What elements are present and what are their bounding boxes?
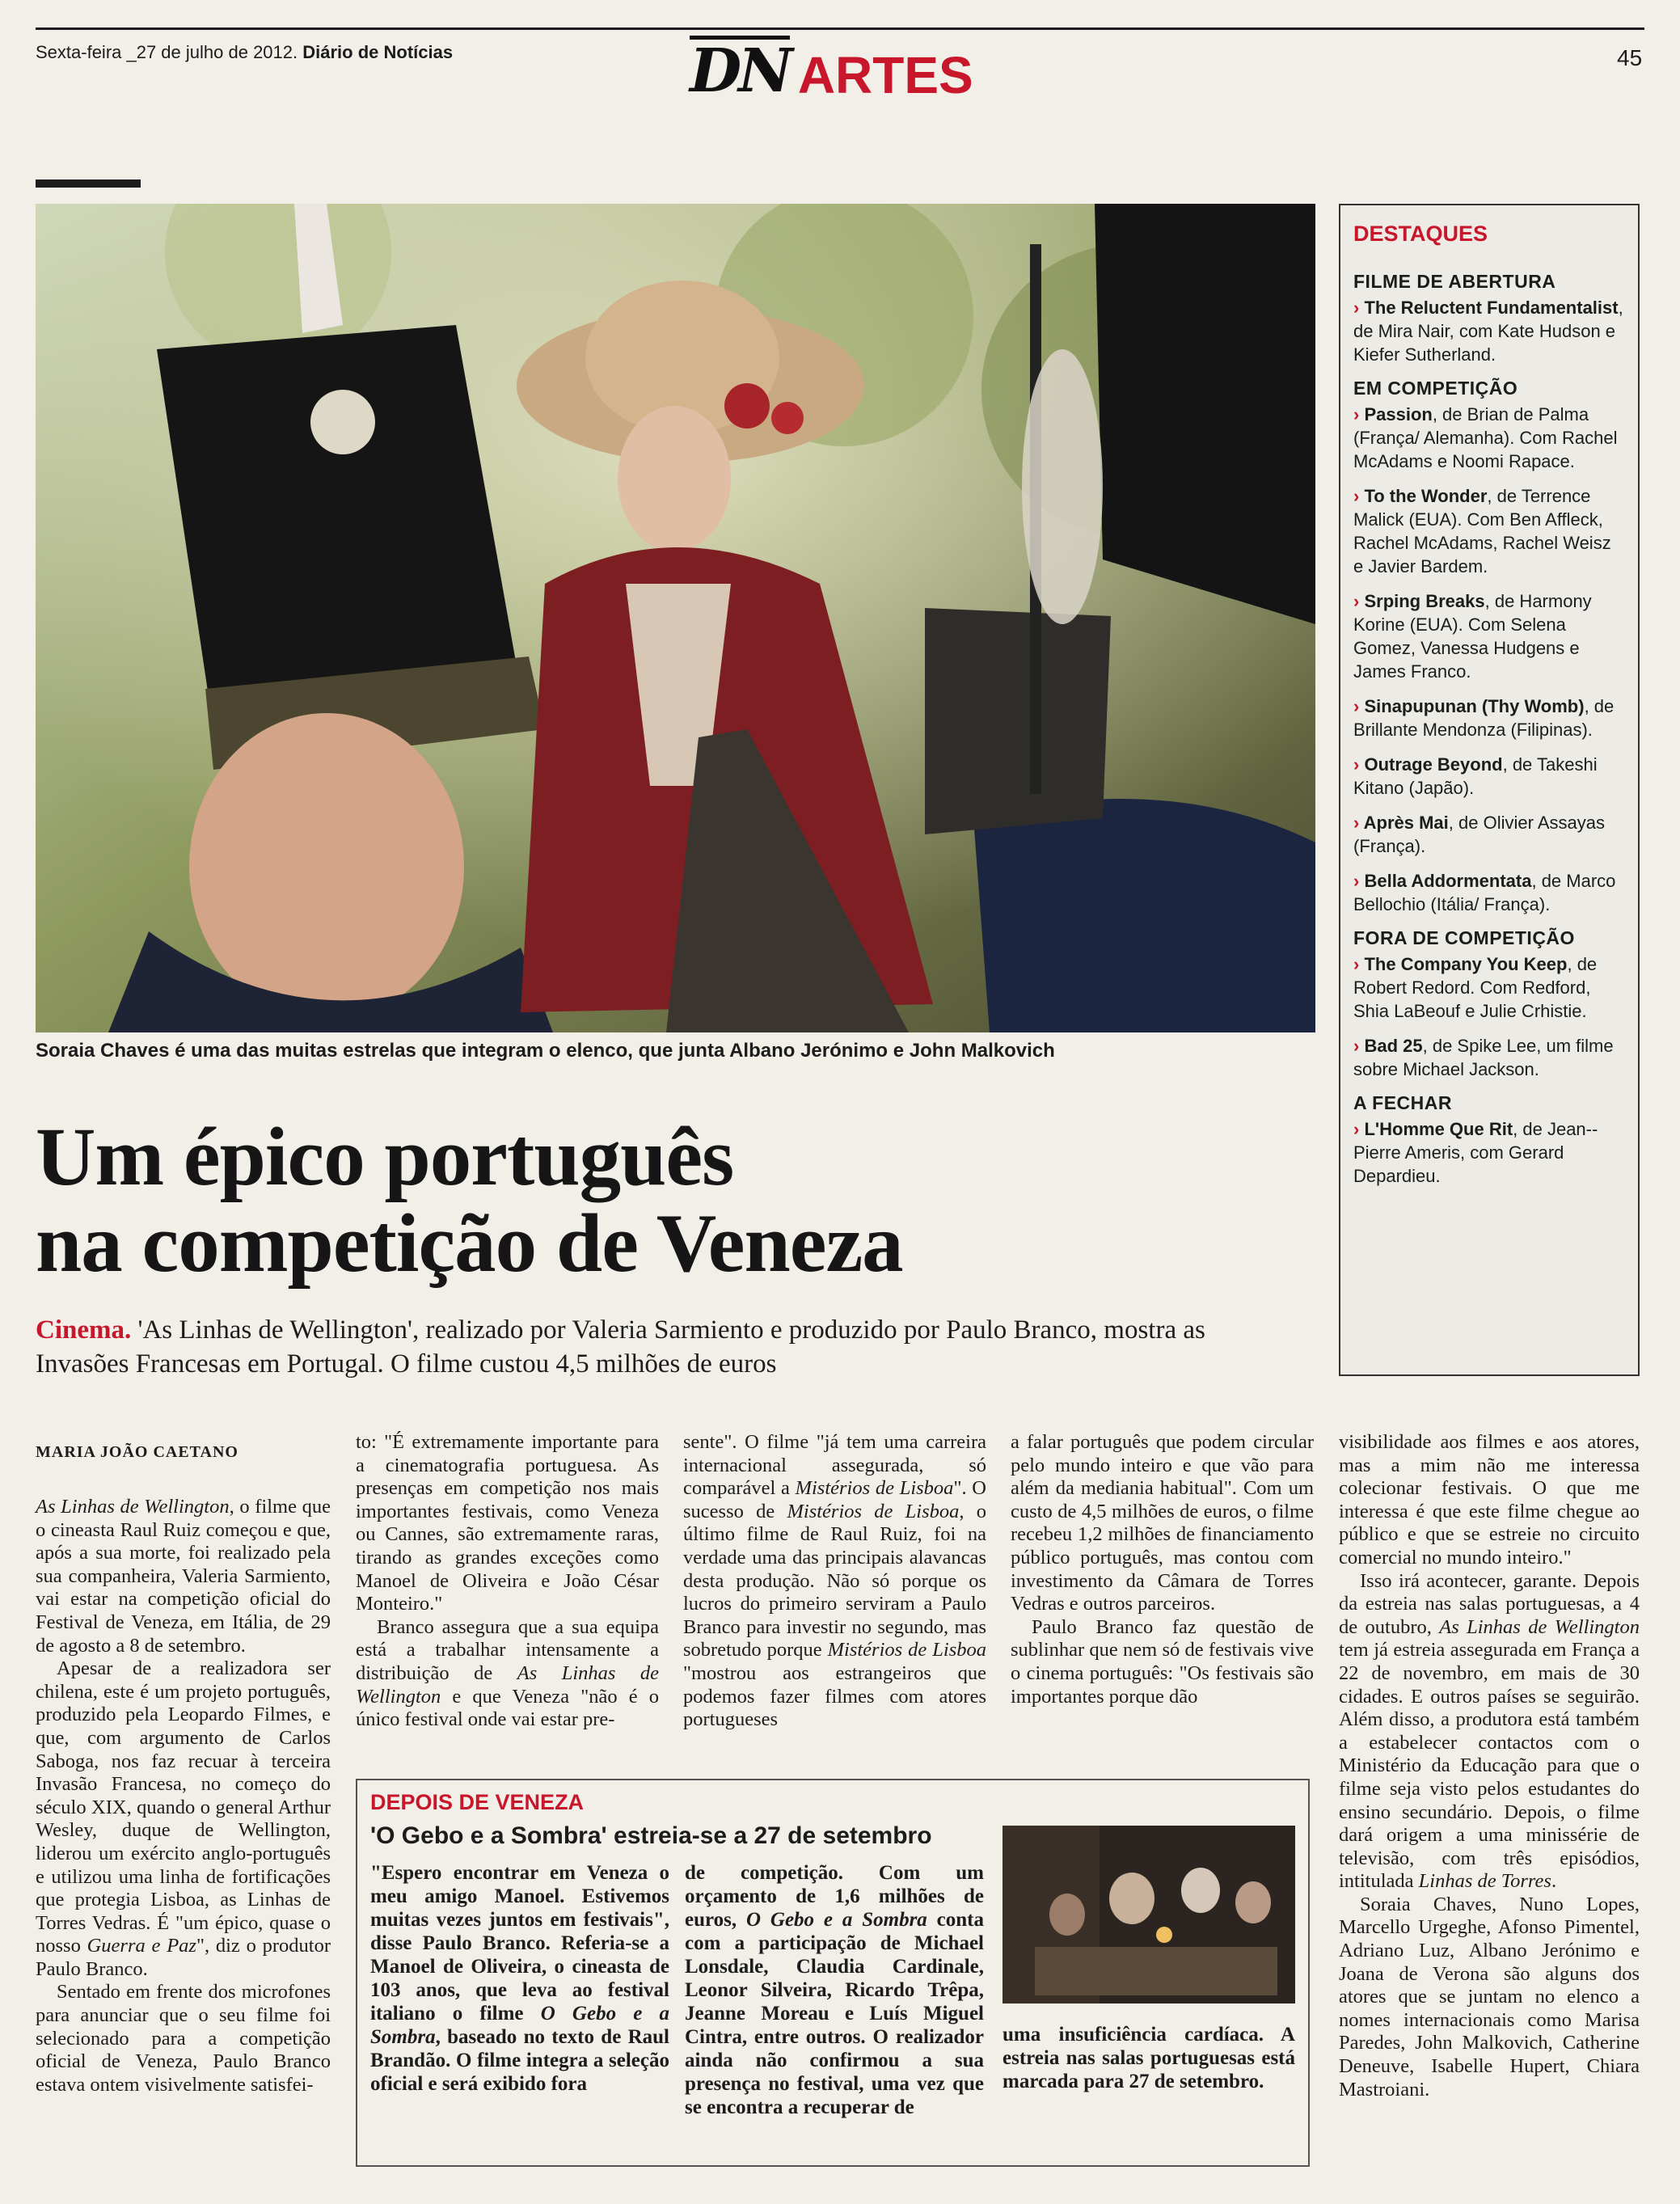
paragraph: Soraia Chaves, Nuno Lopes, Marcello Urgeghe, Afonso Pimentel, Adriano Luz, Albano Jerónimo e Joana de Verona são alguns dos atores que se juntam no elenco a nomes internacionais como Marisa Paredes, John Malkovich, Catherine Deneuve, Isabelle Hupert, Chiara Mastroiani.	[1339, 1893, 1640, 2101]
film-title: The Company You Keep	[1364, 954, 1568, 974]
article-column-2	[356, 1431, 659, 1732]
film-title: Passion	[1364, 404, 1433, 424]
sidebar-title: DESTAQUES	[1353, 222, 1488, 246]
text: Isso irá acontecer, garante. Depois da estreia nas salas portuguesas, a 4 de outubro,	[1339, 1569, 1640, 1638]
chevron-right-icon: ›	[1353, 1036, 1365, 1056]
text: , o último filme de Raul Ruiz, foi na verdade uma das principais alavancas desta produção. Não só porque os lucros do primeiro serviram a Paulo Branco para investir no segundo, mas sobretudo porque	[683, 1500, 987, 1661]
film-title: As Linhas de Wellington	[1439, 1615, 1640, 1638]
paragraph	[683, 1431, 986, 1732]
text: Apesar de a realizadora ser chilena, este é um projeto português, produzido pela Leopardo Filmes, e que, com argumento de Carlos Saboga, nos faz recuar à terceira Invasão Francesa, no começo do século XIX, quando o general Arthur Wesley, duque de Wellington, liderou um exército anglo-português e utilizou uma linha de fortificações que protegia Lisboa, as Linhas de Torres Vedras. É "um épico, quase o nosso	[36, 1657, 331, 1957]
sidebar-section-heading: FILME DE ABERTURA	[1353, 271, 1556, 292]
sidebar-section-heading: EM COMPETIÇÃO	[1353, 378, 1518, 399]
sidebar-item	[1353, 296, 1625, 366]
film-details: , de Takeshi Kitano (Japão).	[1353, 754, 1598, 798]
box-column-3: uma insuficiência cardíaca. A estreia nas salas portuguesas está marcada para 27 de setembro.	[1003, 2024, 1295, 2092]
film-details: , de Brian de Palma (França/ Alemanha). Com Rachel McAdams e Noomi Rapace.	[1353, 404, 1618, 471]
film-title: Srping Breaks	[1364, 591, 1485, 611]
sidebar-section-heading: A FECHAR	[1353, 1092, 1452, 1113]
section-bar	[36, 179, 141, 188]
sidebar-item	[1353, 484, 1625, 578]
paragraph	[1339, 1570, 1640, 1894]
chevron-right-icon: ›	[1353, 591, 1365, 611]
film-title: Guerra e Paz	[87, 1935, 196, 1957]
sidebar-item	[1353, 952, 1625, 1023]
text: de competição. Com um orçamento de 1,6 milhões de euros,	[685, 1862, 984, 1931]
box-title: 'O Gebo e a Sombra' estreia-se a 27 de setembro	[370, 1822, 932, 1849]
chevron-right-icon: ›	[1353, 754, 1365, 775]
text: ", diz o produtor Paulo Branco.	[36, 1935, 331, 1980]
related-box	[356, 1779, 1310, 2167]
film-details: , de Brillante Mendonza (Filipinas).	[1353, 696, 1615, 740]
paragraph: visibilidade aos filmes e aos atores, mas a mim não me interessa colecionar festivais. O que me interessa é que este filme chegue ao público e que se estreie no circuito comercial no mundo inteiro."	[1339, 1431, 1640, 1569]
sidebar-item	[1353, 403, 1625, 473]
paragraph	[36, 1657, 331, 1981]
paragraph: Paulo Branco faz questão de sublinhar que nem só de festivais vive o cinema português: "Os festivais são importantes porque dão	[1011, 1615, 1314, 1708]
sidebar-section-heading: FORA DE COMPETIÇÃO	[1353, 927, 1575, 948]
film-details: , de Marco Bellochio (Itália/ França).	[1353, 871, 1616, 914]
byline: MARIA JOÃO CAETANO	[36, 1443, 238, 1461]
sidebar-item	[1353, 1034, 1625, 1081]
film-title: Outrage Beyond	[1364, 754, 1503, 775]
chevron-right-icon: ›	[1353, 696, 1365, 716]
film-title: Mistérios de Lisboa	[795, 1477, 954, 1500]
chevron-right-icon: ›	[1353, 954, 1365, 974]
film-title: As Linhas de Wellington	[356, 1661, 660, 1708]
text: "Espero encontrar em Veneza o meu amigo Manoel. Estivemos muitas vezes juntos em festivais", disse Paulo Branco. Referia-se a Manoel de Oliveira, o cineasta de 103 anos, que leva ao festival italiano o filme	[370, 1862, 669, 2025]
film-title: The Reluctent Fundamentalist	[1364, 298, 1619, 318]
header-meta: Sexta-feira _27 de julho de 2012. Diário de Notícias	[36, 42, 454, 62]
article-column-4	[1011, 1431, 1314, 1708]
chevron-right-icon: ›	[1353, 486, 1365, 506]
section-name: ARTES	[797, 46, 973, 104]
standfirst-kicker: Cinema.	[36, 1315, 132, 1345]
text: e que Veneza "não é o único festival onde vai estar pre-	[356, 1685, 659, 1731]
sidebar-item	[1353, 811, 1625, 858]
text: Branco assegura que a sua equipa está a trabalhar intensamente a distribuição de	[356, 1615, 659, 1684]
paragraph	[36, 1496, 331, 1657]
film-details: , de Harmony Korine (EUA). Com Selena Gomez, Vanessa Hudgens e James Franco.	[1353, 591, 1592, 682]
chevron-right-icon: ›	[1353, 813, 1364, 833]
sidebar-list	[1353, 271, 1625, 1188]
standfirst	[36, 1313, 1273, 1381]
text: ". O sucesso de	[683, 1477, 986, 1522]
box-kicker: DEPOIS DE VENEZA	[370, 1790, 585, 1814]
paragraph: a falar português que podem circular pelo mundo inteiro e que vão para além da mediania habitual". Com um custo de 4,5 milhões de euros, o filme recebeu 1,2 milhões de financiamento público português, mas contou com investimento da Câmara de Torres Vedras e outros parceiros.	[1011, 1431, 1314, 1615]
article-column-3	[683, 1431, 986, 1732]
article-column-5	[1339, 1431, 1640, 2101]
text: sente". O filme "já tem uma carreira internacional assegurada, só comparável a	[683, 1431, 986, 1500]
standfirst-text: 'As Linhas de Wellington', realizado por Valeria Sarmiento e produzido por Paulo Branco, mostra as Invasões Francesas em Portugal. O filme custou 4,5 milhões de euros	[36, 1315, 1205, 1379]
lead-photo	[36, 204, 1315, 1032]
film-title: Linhas de Torres	[1418, 1870, 1551, 1893]
text: tem já estreia assegurada em França a 22 de novembro, em mais de 30 cidades. E outros países se seguirão. Além disso, a produtora está também a estabelecer contactos com o Ministério da Educação para que o filme seja visto pelos estudantes do ensino secundário. Depois, o filme dará origem a uma minissérie de televisão, com três episódios, intitulada	[1339, 1639, 1640, 1893]
highlights-sidebar	[1339, 204, 1640, 1376]
film-title: Bella Addormentata	[1364, 871, 1532, 891]
sidebar-item	[1353, 1117, 1625, 1188]
box-photo	[1003, 1826, 1295, 2003]
chevron-right-icon: ›	[1353, 298, 1365, 318]
film-details: , de Spike Lee, um filme sobre Michael Jackson.	[1353, 1036, 1614, 1079]
headline	[36, 1111, 903, 1290]
film-details: , de Terrence Malick (EUA). Com Ben Affleck, Rachel McAdams, Rachel Weisz e Javier Bardem.	[1353, 486, 1611, 576]
film-title: Mistérios de Lisboa	[787, 1500, 960, 1522]
article-column-1	[36, 1496, 331, 2096]
film-title: Bad 25	[1364, 1036, 1423, 1056]
section-logo	[690, 36, 973, 106]
chevron-right-icon: ›	[1353, 871, 1365, 891]
film-title: Sinapupunan (Thy Womb)	[1364, 696, 1585, 716]
paragraph: Sentado em frente dos microfones para anunciar que o seu filme foi selecionado para a competição oficial de Veneza, Paulo Branco estava ontem visivelmente satisfei-	[36, 1981, 331, 2096]
paragraph	[356, 1616, 659, 1732]
newspaper-name: Diário de Notícias	[302, 42, 454, 62]
text: .	[1551, 1870, 1557, 1893]
film-title: To the Wonder	[1364, 486, 1488, 506]
film-title: As Linhas de Wellington	[36, 1496, 230, 1518]
box-column-2	[685, 1861, 984, 2119]
film-title: L'Homme Que Rit	[1364, 1119, 1513, 1139]
photo-caption: Soraia Chaves é uma das muitas estrelas que integram o elenco, que junta Albano Jerónimo e John Malkovich	[36, 1040, 1055, 1062]
top-rule	[36, 27, 1644, 30]
film-title: Après Mai	[1363, 813, 1449, 833]
paragraph: to: "É extremamente importante para a cinematografia portuguesa. As presenças em competição nos mais importantes festivais, como Veneza ou Cannes, são extremamente raras, tirando as grandes exceções como Manoel de Oliveira e João César Monteiro."	[356, 1431, 659, 1615]
box-column-1	[370, 1861, 669, 2096]
film-title: O Gebo e a Sombra	[745, 1909, 927, 1931]
text: "mostrou aos estrangeiros que podemos fazer filmes com atores portugueses	[683, 1661, 986, 1731]
film-title: O Gebo e a Sombra	[370, 2003, 669, 2048]
chevron-right-icon: ›	[1353, 404, 1365, 424]
text: , baseado no texto de Raul Brandão. O filme integra a seleção oficial e será exibido fora	[370, 2026, 669, 2095]
headline-line-1: Um épico português	[36, 1111, 734, 1203]
film-details: , de Robert Redord. Com Redford, Shia LaBeouf e Julie Crhistie.	[1353, 954, 1598, 1021]
sidebar-item	[1353, 589, 1625, 683]
text: , o filme que o cineasta Raul Ruiz começou e que, após a sua morte, foi realizado pela sua companheira, Valeria Sarmiento, vai estar na competição oficial do Festival de Veneza, em Itália, de 29 de agosto a 8 de setembro.	[36, 1496, 331, 1657]
box-photo-illustration	[1003, 1826, 1295, 2003]
dn-logo: DN	[690, 36, 790, 106]
headline-line-2: na competição de Veneza	[36, 1197, 903, 1290]
issue-date: Sexta-feira _27 de julho de 2012	[36, 42, 293, 62]
sidebar-item	[1353, 753, 1625, 800]
page-number: 45	[1617, 45, 1643, 70]
film-title: Mistérios de Lisboa	[827, 1639, 986, 1661]
sidebar-item	[1353, 695, 1625, 741]
lead-photo-illustration	[36, 204, 1315, 1032]
film-details: , de Mira Nair, com Kate Hudson e Kiefer Sutherland.	[1353, 298, 1623, 365]
chevron-right-icon: ›	[1353, 1119, 1365, 1139]
film-details: , de Olivier Assayas (França).	[1353, 813, 1605, 856]
text: conta com a participação de Michael Lonsdale, Claudia Cardinale, Leonor Silveira, Ricardo Trêpa, Jeanne Moreau e Luís Miguel Cintra, entre outros. O realizador ainda não confirmou a sua presença no festival, uma vez que se encontra a recuperar de	[685, 1909, 984, 2118]
film-details: , de Jean--Pierre Ameris, com Gerard Depardieu.	[1353, 1119, 1598, 1186]
sidebar-item	[1353, 869, 1625, 916]
